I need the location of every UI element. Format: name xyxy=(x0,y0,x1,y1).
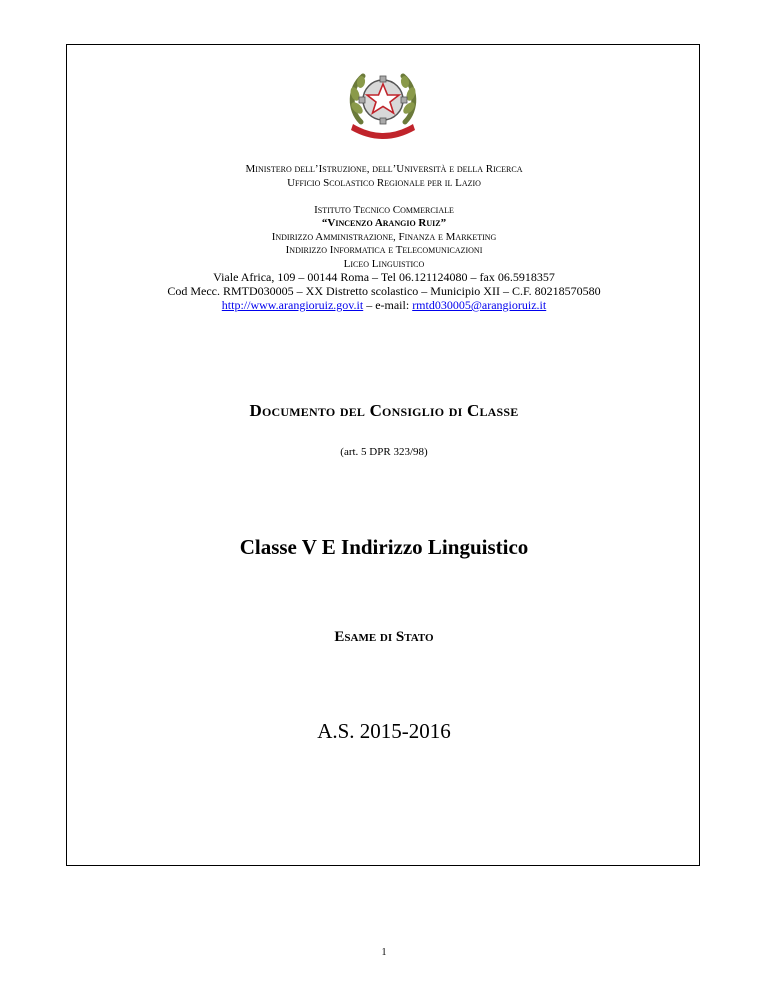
track-liceo-line: Liceo Linguistico xyxy=(343,258,425,270)
page-number: 1 xyxy=(381,947,387,958)
codes-line: Cod Mecc. RMTD030005 – XX Distretto scolastico – Municipio XII – C.F. 80218570580 xyxy=(167,284,601,298)
contacts-separator: – e-mail: xyxy=(363,298,413,312)
class-heading: Classe V E Indirizzo Linguistico xyxy=(239,535,529,559)
track-informatics-line: Indirizzo Informatica e Telecomunicazioni xyxy=(285,244,483,256)
website-link[interactable]: http://www.arangioruiz.gov.it xyxy=(221,298,364,312)
address-line: Viale Africa, 109 – 00144 Roma – Tel 06.121124080 – fax 06.5918357 xyxy=(213,270,555,284)
school-name-line: “Vincenzo Arangio Ruiz” xyxy=(321,217,447,229)
school-type-line: Istituto Tecnico Commerciale xyxy=(314,204,454,216)
ministry-line: Ministero dell’Istruzione, dell’Università e della Ricerca xyxy=(245,163,523,175)
track-administration-line: Indirizzo Amministrazione, Finanza e Marketing xyxy=(271,231,497,243)
document-title: Documento del Consiglio di Classe xyxy=(249,401,519,420)
repubblica-italiana-emblem-icon xyxy=(343,64,423,144)
legal-reference: (art. 5 DPR 323/98) xyxy=(340,446,428,458)
email-link[interactable]: rmtd030005@arangioruiz.it xyxy=(412,298,547,312)
exam-heading: Esame di Stato xyxy=(334,629,434,645)
office-line: Ufficio Scolastico Regionale per il Lazio xyxy=(287,177,481,189)
contacts-line xyxy=(0,298,768,312)
school-year: A.S. 2015-2016 xyxy=(317,719,451,743)
